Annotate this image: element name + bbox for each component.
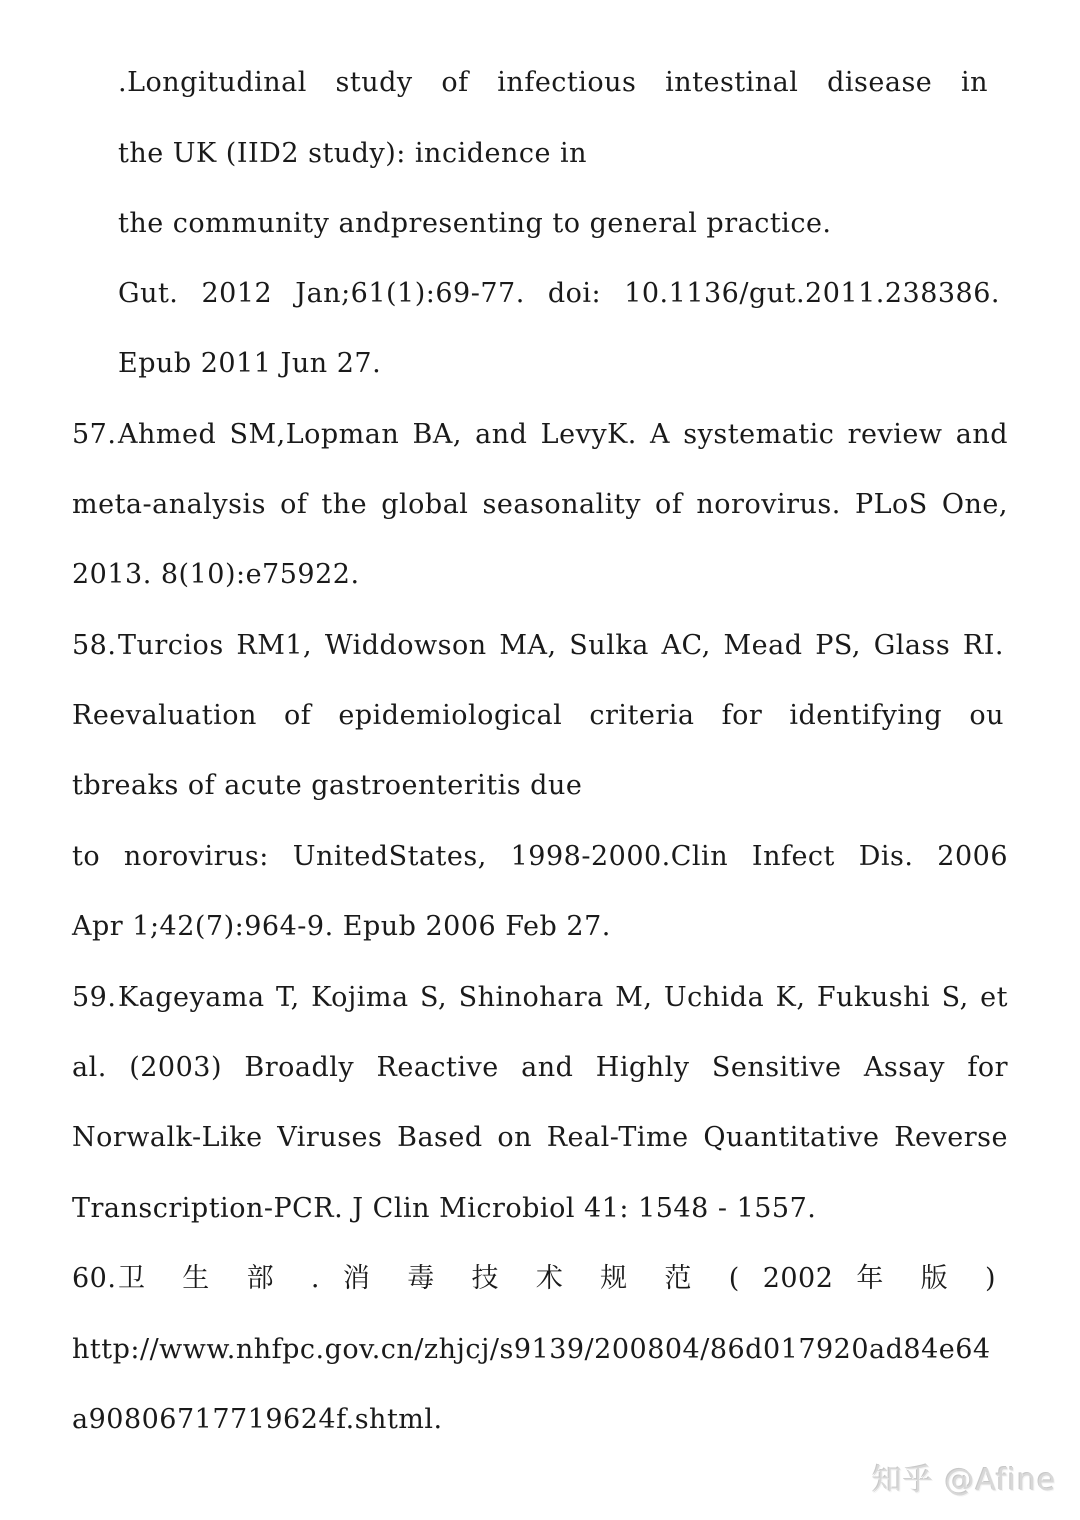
ref-56-line-5: Epub 2011 Jun 27. [118, 348, 382, 379]
ref-58-line-5: Apr 1;42(7):964-9. Epub 2006 Feb 27. [72, 911, 611, 942]
ref-60-line-2[interactable]: http://www.nhfpc.gov.cn/zhjcj/s9139/200804/86d017920ad84e64 [72, 1334, 991, 1365]
ref-57-line-3: 2013. 8(10):e75922. [72, 559, 360, 590]
ref-59-number: 59. [72, 982, 117, 1013]
ref-58-line-4: to norovirus: UnitedStates, 1998-2000.Clin Infect Dis. 2006 [72, 841, 1008, 872]
ref-60-line-1: 卫 生 部 . 消 毒 技 术 规 范 ( 2002 年 版 ) [118, 1263, 996, 1294]
ref-57-line-2: meta-analysis of the global seasonality of norovirus. PLoS One, [72, 489, 1008, 520]
ref-59-line-4: Transcription-PCR. J Clin Microbiol 41: 1548 - 1557. [72, 1193, 817, 1224]
ref-59-line-3: Norwalk-Like Viruses Based on Real-Time Quantitative Reverse [72, 1122, 1008, 1153]
ref-57-line-1: Ahmed SM,Lopman BA, and LevyK. A systematic review and [118, 419, 1008, 450]
ref-60-line-3[interactable]: a90806717719624f.shtml. [72, 1404, 443, 1435]
ref-60-number: 60. [72, 1263, 117, 1294]
ref-59-line-1: Kageyama T, Kojima S, Shinohara M, Uchida K, Fukushi S, et [118, 982, 1008, 1013]
ref-59-line-2: al. (2003) Broadly Reactive and Highly Sensitive Assay for [72, 1052, 1008, 1083]
ref-58-line-1: Turcios RM1, Widdowson MA, Sulka AC, Mead PS, Glass RI. [118, 630, 1004, 661]
ref-58-number: 58. [72, 630, 117, 661]
zhihu-watermark: 知乎 @Afine [872, 1463, 1057, 1498]
ref-56-line-2: the UK (IID2 study): incidence in [118, 138, 588, 169]
ref-56-line-1: .Longitudinal study of infectious intestinal disease in [118, 67, 988, 98]
ref-56-line-4: Gut. 2012 Jan;61(1):69-77. doi: 10.1136/gut.2011.238386. [118, 278, 1000, 309]
ref-58-line-3: tbreaks of acute gastroenteritis due [72, 770, 583, 801]
ref-56-line-3: the community andpresenting to general practice. [118, 208, 832, 239]
ref-58-line-2: Reevaluation of epidemiological criteria for identifying ou [72, 700, 1004, 731]
ref-57-number: 57. [72, 419, 117, 450]
